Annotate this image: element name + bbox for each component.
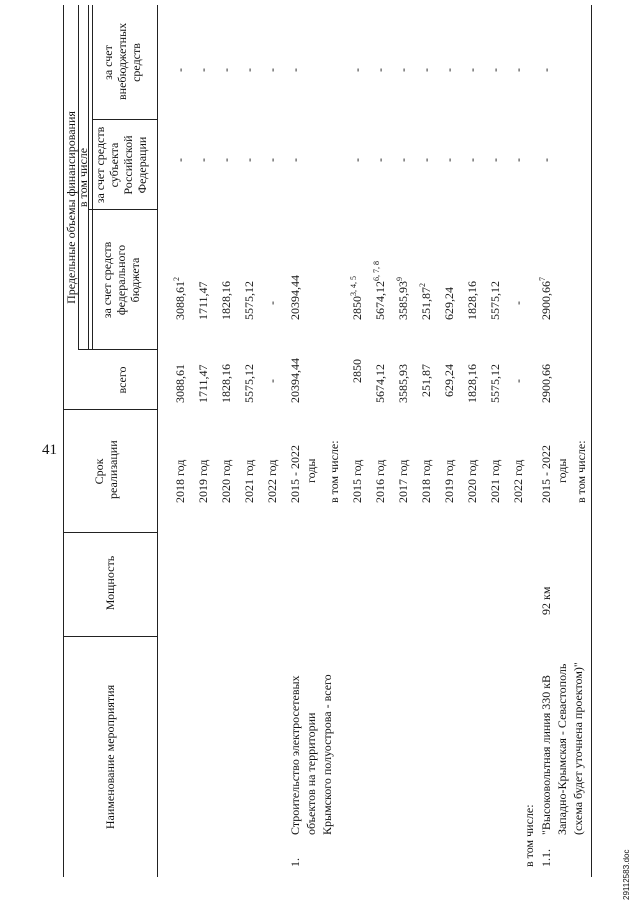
total-cell: 629,24 — [442, 364, 456, 397]
federal-cell: 2850$^{3, 4, 5}$ — [349, 276, 364, 320]
header-incl: в том числе — [76, 147, 90, 208]
term-cell: 2022 год — [511, 459, 525, 503]
regional-dash: - — [442, 158, 456, 162]
total-cell: 1711,47 — [196, 364, 210, 403]
federal-cell: 20394,44 — [288, 275, 302, 320]
extra-dash: - — [265, 68, 279, 72]
federal-cell: 5575,12 — [488, 281, 502, 320]
term-cell: 2018 год — [419, 459, 433, 503]
federal-cell: 5575,12 — [242, 281, 256, 320]
item-number: 1. — [288, 858, 302, 867]
regional-dash: - — [488, 158, 502, 162]
total-cell: - — [265, 379, 279, 383]
term-cell: 2015 - 2022 — [288, 445, 302, 503]
term-cell: 2020 год — [219, 459, 233, 503]
federal-cell: 1828,16 — [465, 281, 479, 320]
item-name-line: Строительство электросетевых — [288, 675, 302, 835]
term-cell: 2021 год — [242, 459, 256, 503]
total-cell: 5575,12 — [242, 364, 256, 403]
incl-label: в том числе: — [327, 440, 341, 503]
term-cell: 2019 год — [442, 459, 456, 503]
header-name: Наименование мероприятия — [103, 684, 117, 830]
regional-dash: - — [511, 158, 525, 162]
regional-dash: - — [288, 158, 302, 162]
regional-dash: - — [219, 158, 233, 162]
item-name-line: "Высоковольтная линия 330 кВ — [539, 674, 553, 835]
extra-dash: - — [465, 68, 479, 72]
federal-cell: 5674,12$^{6, 7, 8}$ — [372, 261, 387, 320]
term-cell: 2017 год — [396, 459, 410, 503]
capacity-cell: 92 км — [539, 586, 553, 615]
regional-dash: - — [265, 158, 279, 162]
total-cell: 1828,16 — [465, 364, 479, 403]
total-cell: 3585,93 — [396, 364, 410, 403]
header-regional: за счет средств субъекта Российской Федерации — [93, 126, 149, 204]
incl-label: в том числе: — [574, 440, 588, 503]
extra-dash: - — [219, 68, 233, 72]
regional-dash: - — [465, 158, 479, 162]
item-name-line: Крымского полуострова - всего — [320, 674, 334, 835]
term-cell: 2018 год — [173, 459, 187, 503]
footer-filename: 2911258З.doc — [622, 849, 631, 900]
item-name-line: Западно-Крымская - Севастополь — [555, 663, 569, 835]
extra-dash: - — [173, 68, 187, 72]
extra-dash: - — [419, 68, 433, 72]
federal-cell: 3585,93$^9$ — [395, 277, 410, 320]
total-cell: 2900,66 — [539, 364, 553, 403]
header-extra: за счет внебюджетных средств — [101, 22, 143, 100]
header-capacity: Мощность — [103, 555, 117, 611]
extra-dash: - — [288, 68, 302, 72]
regional-dash: - — [173, 158, 187, 162]
regional-dash: - — [539, 158, 553, 162]
header-limits: Предельные объемы финансирования — [64, 111, 78, 304]
item-name-line: объектов на территории — [304, 712, 318, 835]
extra-dash: - — [350, 68, 364, 72]
term-cell: 2022 год — [265, 459, 279, 503]
total-cell: 20394,44 — [288, 358, 302, 403]
item-name-line: (схема будет уточнена проектом)" — [571, 662, 585, 835]
total-cell: 5575,12 — [488, 364, 502, 403]
regional-dash: - — [419, 158, 433, 162]
extra-dash: - — [242, 68, 256, 72]
total-cell: 1828,16 — [219, 364, 233, 403]
total-cell: 251,87 — [419, 364, 433, 397]
item-number: 1.1. — [539, 849, 553, 867]
term-cell: годы — [555, 458, 569, 483]
regional-dash: - — [242, 158, 256, 162]
federal-cell: - — [511, 301, 525, 305]
header-total: всего — [115, 366, 129, 394]
incl-label: в том числе: — [522, 804, 536, 867]
table-bottom-rule — [591, 5, 592, 877]
federal-cell: - — [265, 301, 279, 305]
federal-cell: 2900,66$^7$ — [538, 277, 553, 320]
extra-dash: - — [196, 68, 210, 72]
term-cell: 2016 год — [373, 459, 387, 503]
extra-dash: - — [373, 68, 387, 72]
total-cell: 3088,61 — [173, 364, 187, 403]
extra-dash: - — [488, 68, 502, 72]
regional-dash: - — [350, 158, 364, 162]
extra-dash: - — [539, 68, 553, 72]
extra-dash: - — [511, 68, 525, 72]
term-cell: 2015 год — [350, 459, 364, 503]
term-cell: 2020 год — [465, 459, 479, 503]
federal-cell: 1711,47 — [196, 281, 210, 320]
federal-cell: 629,24 — [442, 287, 456, 320]
header-term: Срок реализации — [92, 440, 120, 499]
regional-dash: - — [196, 158, 210, 162]
header-bottom-rule — [157, 5, 158, 877]
total-cell: - — [511, 379, 525, 383]
extra-dash: - — [442, 68, 456, 72]
regional-dash: - — [373, 158, 387, 162]
federal-cell: 3088,61$^2$ — [172, 277, 187, 320]
page-number: 41 — [42, 442, 57, 458]
federal-cell: 1828,16 — [219, 281, 233, 320]
total-cell: 2850 — [350, 359, 364, 383]
term-cell: годы — [304, 458, 318, 483]
total-cell: 5674,12 — [373, 364, 387, 403]
term-cell: 2015 - 2022 — [539, 445, 553, 503]
header-federal: за счет средств федерального бюджета — [100, 241, 142, 319]
term-cell: 2021 год — [488, 459, 502, 503]
regional-dash: - — [396, 158, 410, 162]
extra-dash: - — [396, 68, 410, 72]
federal-cell: 251,87$^2$ — [418, 283, 433, 320]
term-cell: 2019 год — [196, 459, 210, 503]
